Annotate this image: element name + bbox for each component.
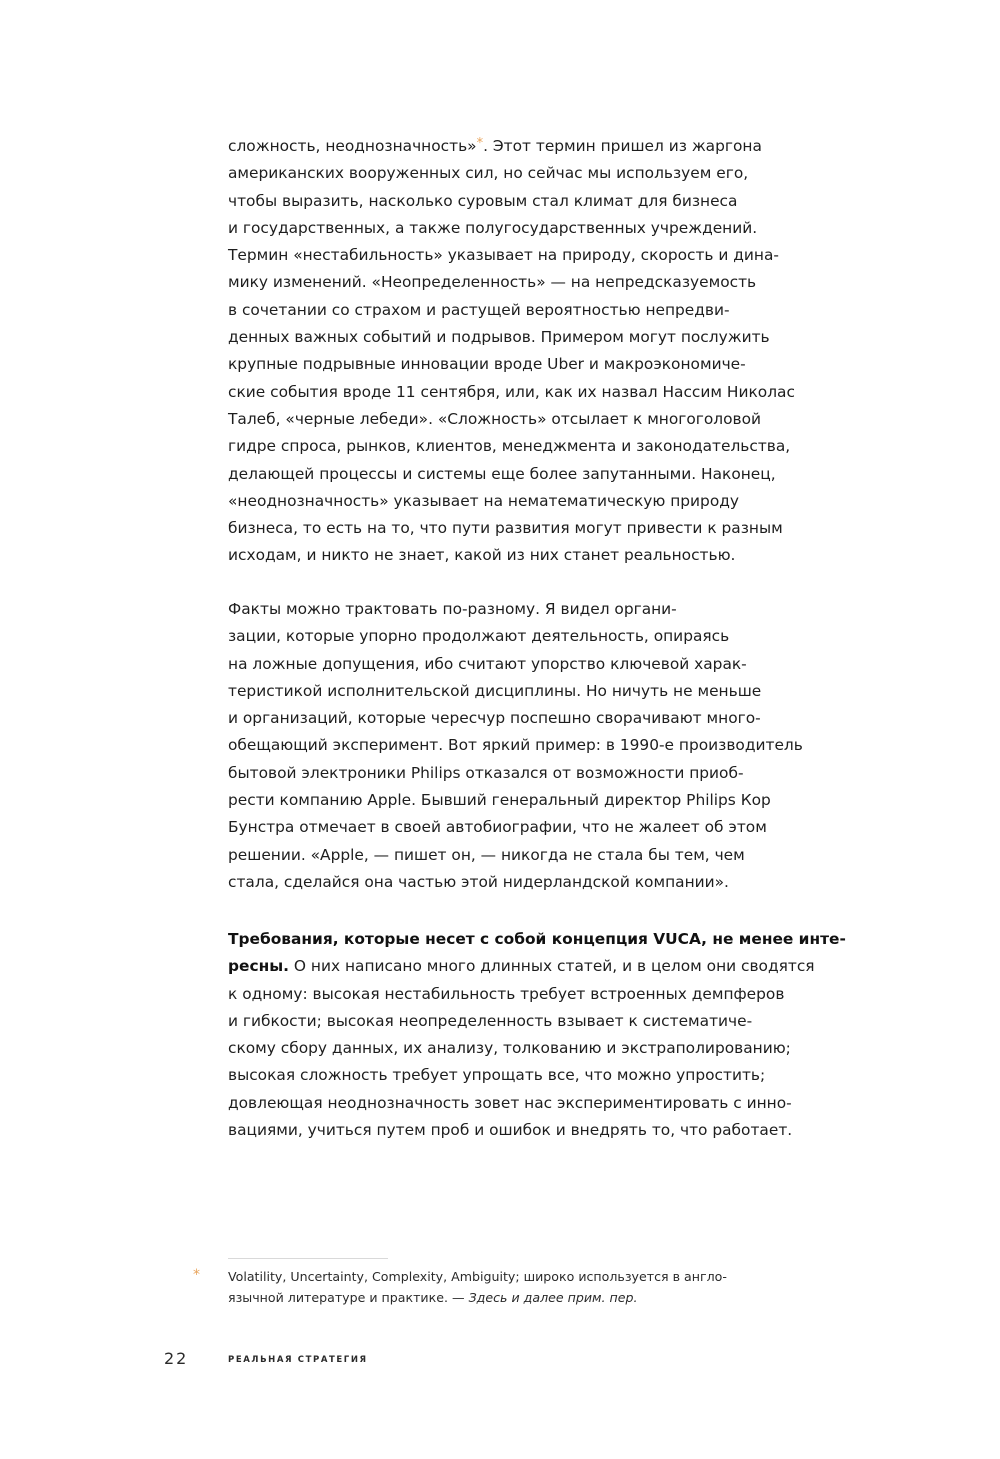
text-line: вациями, учиться путем проб и ошибок и внедрять то, что работает.: [228, 1121, 793, 1140]
text-line: Термин «нестабильность» указывает на природу, скорость и дина-: [228, 246, 779, 265]
footnote-line: Volatility, Uncertainty, Complexity, Ambiguity; широко используется в англо-: [228, 1269, 727, 1284]
text-line: в сочетании со страхом и растущей вероятностью непредви-: [228, 300, 730, 319]
text-line: бизнеса, то есть на то, что пути развития могут привести к разным: [228, 519, 783, 538]
text-line: к одному: высокая нестабильность требует встроенных демпферов: [228, 984, 785, 1003]
text-line: Талеб, «черные лебеди». «Сложность» отсылает к многоголовой: [228, 409, 762, 428]
footnote: [228, 1266, 848, 1308]
text-line: на ложные допущения, ибо считают упорство ключевой харак-: [228, 654, 747, 673]
text-line: «неоднозначность» указывает на нематематическую природу: [228, 491, 739, 510]
text-span: О них написано много длинных статей, и в целом они сводятся: [288, 957, 815, 976]
text-line: исходам, и никто не знает, какой из них станет реальностью.: [228, 546, 736, 565]
text-line: обещающий эксперимент. Вот яркий пример: в 1990-е производитель: [228, 736, 803, 755]
footnote-reference[interactable]: *: [476, 136, 484, 151]
text-line: бытовой электроники Philips отказался от возможности приоб-: [228, 763, 744, 782]
footnote-italic-note: Здесь и далее прим. пер.: [468, 1290, 638, 1305]
bold-lead-line: Требования, которые несет с собой концепция VUCA, не менее инте-: [228, 930, 846, 948]
page-number: 22: [164, 1349, 189, 1368]
text-line: и организаций, которые чересчур поспешно сворачивают много-: [228, 709, 761, 728]
text-line: [228, 953, 868, 980]
text-line: денных важных событий и подрывов. Примером могут послужить: [228, 328, 770, 347]
text-line: и государственных, а также полугосударственных учреждений.: [228, 218, 758, 237]
text-line: [228, 133, 868, 160]
text-line: крупные подрывные инновации вроде Uber и макроэкономиче-: [228, 355, 746, 374]
text-line: американских вооруженных сил, но сейчас мы используем его,: [228, 164, 749, 183]
text-line: ские события вроде 11 сентября, или, как их назвал Нассим Николас: [228, 382, 795, 401]
text-line: мику изменений. «Неопределенность» — на непредсказуемость: [228, 273, 757, 292]
text-line: и гибкости; высокая неопределенность взывает к систематиче-: [228, 1011, 753, 1030]
text-line: теристикой исполнительской дисциплины. Но ничуть не меньше: [228, 681, 762, 700]
footnote-divider: [228, 1258, 388, 1259]
text-span: сложность, неоднозначность»: [228, 137, 477, 155]
paragraph-3: [228, 926, 868, 1144]
text-line: гидре спроса, рынков, клиентов, менеджмента и законодательства,: [228, 437, 791, 456]
text-line: Факты можно трактовать по-разному. Я видел органи-: [228, 600, 677, 618]
bold-lead-end: ресны.: [228, 957, 289, 976]
text-line: рести компанию Apple. Бывший генеральный директор Philips Кор: [228, 791, 771, 810]
text-line: скому сбору данных, их анализу, толкованию и экстраполированию;: [228, 1039, 791, 1058]
text-line: делающей процессы и системы еще более запутанными. Наконец,: [228, 464, 776, 483]
text-line: зации, которые упорно продолжают деятельность, опираясь: [228, 627, 730, 646]
text-line: довлеющая неоднозначность зовет нас экспериментировать с инно-: [228, 1093, 792, 1112]
footnote-line: [228, 1287, 848, 1308]
text-line: решении. «Apple, — пишет он, — никогда не стала бы тем, чем: [228, 845, 745, 864]
paragraph-1: [228, 133, 868, 570]
footnote-mark: *: [193, 1267, 200, 1283]
text-line: высокая сложность требует упрощать все, что можно упростить;: [228, 1066, 766, 1085]
text-line: чтобы выразить, насколько суровым стал климат для бизнеса: [228, 191, 738, 210]
paragraph-2: [228, 596, 868, 896]
text-line: Бунстра отмечает в своей автобиографии, что не жалеет об этом: [228, 818, 767, 837]
running-title: РЕАЛЬНАЯ СТРАТЕГИЯ: [228, 1355, 368, 1365]
text-line: стала, сделайся она частью этой нидерландской компании».: [228, 872, 729, 891]
text-span: язычной литературе и практике. —: [228, 1290, 469, 1305]
text-span: . Этот термин пришел из жаргона: [483, 137, 762, 155]
